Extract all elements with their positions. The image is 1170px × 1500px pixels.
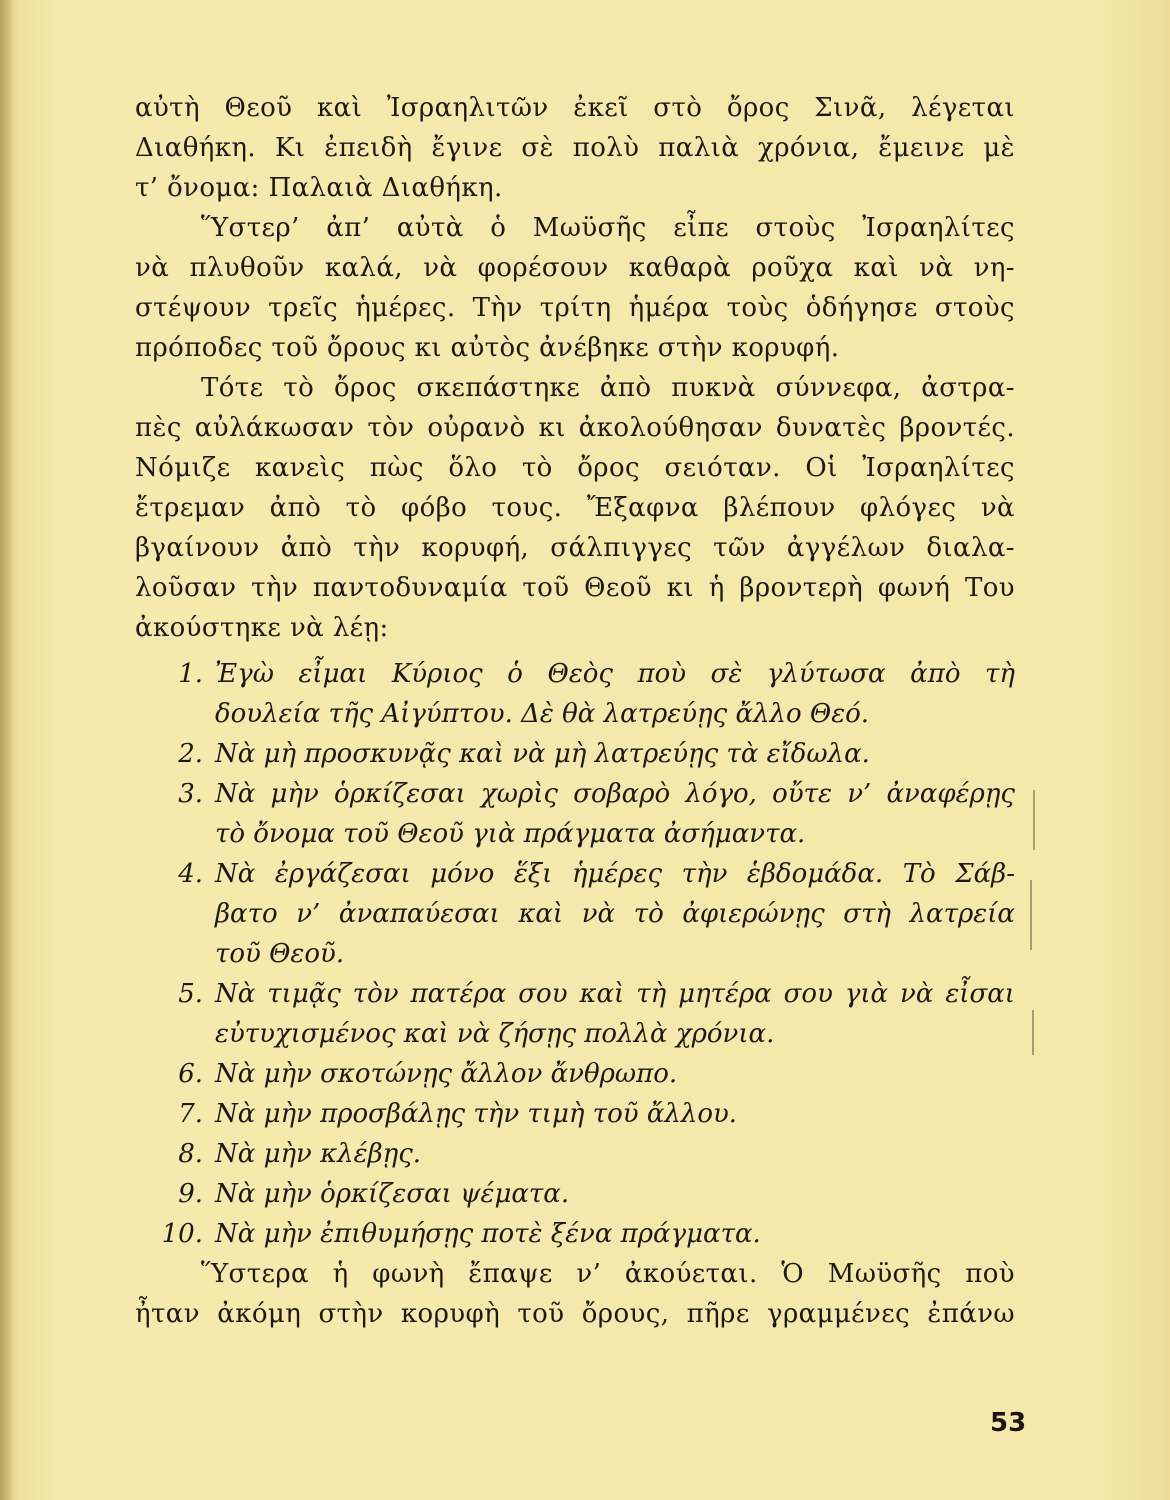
commandment-line (135, 814, 1015, 854)
commandment-number: 1. (178, 659, 203, 689)
text-line: βγαίνουν ἀπὸ τὴν κορυφή, σάλπιγγες τῶν ἀγγέλων διαλα- (135, 533, 1015, 563)
commandment-line (135, 774, 1015, 814)
commandment-line (135, 1094, 1015, 1134)
page-gutter-shadow (0, 0, 14, 1500)
commandment-text: τοῦ Θεοῦ. (215, 939, 345, 969)
commandment-line (135, 694, 1015, 734)
text-line: Νόμιζε κανεὶς πὼς ὅλο τὸ ὄρος σειόταν. Οἱ Ἰσραηλίτες (135, 453, 1015, 483)
text-line: στέψουν τρεῖς ἡμέρες. Τὴν τρίτη ἡμέρα τοὺς ὁδήγησε στοὺς (135, 293, 1015, 323)
paragraph-4 (135, 1254, 1015, 1334)
paragraph-1 (135, 88, 1015, 208)
text-line: Ὕστερα ἡ φωνὴ ἔπαψε ν’ ἀκούεται. Ὁ Μωϋσῆς ποὺ (201, 1259, 1015, 1289)
text-line: νὰ πλυθοῦν καλά, νὰ φορέσουν καθαρὰ ροῦχα καὶ νὰ νη- (135, 253, 1015, 283)
commandment-number: 2. (178, 739, 203, 769)
text-line: πρόποδες τοῦ ὄρους κι αὐτὸς ἀνέβηκε στὴν κορυφή. (135, 333, 840, 363)
commandment-line (135, 734, 1015, 774)
commandment-number: 3. (178, 779, 203, 809)
text-line: αὐτὴ Θεοῦ καὶ Ἰσραηλιτῶν ἐκεῖ στὸ ὄρος Σινᾶ, λέγεται (135, 93, 1015, 123)
text-line: Τότε τὸ ὄρος σκεπάστηκε ἀπὸ πυκνὰ σύννεφα, ἀστρα- (201, 373, 1015, 403)
commandment-line (135, 1054, 1015, 1094)
commandment-text: δουλεία τῆς Αἰγύπτου. Δὲ θὰ λατρεύῃς ἄλλο Θεό. (215, 699, 870, 729)
commandment-number: 8. (178, 1139, 203, 1169)
commandments-list (135, 654, 1015, 1254)
commandment-line (135, 1214, 1015, 1254)
commandment-number: 9. (178, 1179, 203, 1209)
commandment-text: Νὰ τιμᾷς τὸν πατέρα σου καὶ τὴ μητέρα σου γιὰ νὰ εἶσαι (215, 979, 1015, 1009)
commandment-line (135, 1174, 1015, 1214)
commandment-number: 6. (178, 1059, 203, 1089)
margin-rule (1030, 880, 1032, 950)
text-line: πὲς αὐλάκωσαν τὸν οὐρανὸ κι ἀκολούθησαν δυνατὲς βροντές. (135, 413, 1015, 443)
commandment-number: 5. (178, 979, 203, 1009)
page-text (135, 88, 1015, 1334)
commandment-text: Νὰ μὴν σκοτώνῃς ἄλλον ἄνθρωπο. (215, 1059, 678, 1089)
text-line: ἔτρεμαν ἀπὸ τὸ φόβο τους. Ἔξαφνα βλέπουν φλόγες νὰ (135, 493, 1015, 523)
commandment-text: Νὰ ἐργάζεσαι μόνο ἕξι ἡμέρες τὴν ἑβδομάδα. Τὸ Σάβ- (215, 859, 1015, 889)
commandment-line (135, 654, 1015, 694)
commandment-text: Ἐγὼ εἶμαι Κύριος ὁ Θεὸς ποὺ σὲ γλύτωσα ἀπὸ τὴ (215, 659, 1015, 689)
commandment-number: 4. (178, 859, 203, 889)
paragraph-3 (135, 368, 1015, 648)
text-line: λοῦσαν τὴν παντοδυναμία τοῦ Θεοῦ κι ἡ βροντερὴ φωνή Του (135, 573, 1015, 603)
text-line: ἦταν ἀκόμη στὴν κορυφὴ τοῦ ὄρους, πῆρε γραμμένες ἐπάνω (135, 1299, 1015, 1329)
commandment-line (135, 974, 1015, 1014)
commandment-text: Νὰ μὴν κλέβῃς. (215, 1139, 422, 1169)
commandment-line (135, 854, 1015, 894)
margin-rule (1032, 1010, 1034, 1055)
text-line: ἀκούστηκε νὰ λέῃ: (135, 613, 389, 643)
commandment-line (135, 1014, 1015, 1054)
commandment-line (135, 1134, 1015, 1174)
text-line: τ’ ὄνομα: Παλαιὰ Διαθήκη. (135, 173, 503, 203)
commandment-text: Νὰ μὴ προσκυνᾷς καὶ νὰ μὴ λατρεύῃς τὰ εἴδωλα. (215, 739, 870, 769)
commandment-text: Νὰ μὴν ὁρκίζεσαι ψέματα. (215, 1179, 570, 1209)
text-line: Ὕστερ’ ἀπ’ αὐτὰ ὁ Μωϋσῆς εἶπε στοὺς Ἰσραηλίτες (201, 213, 1015, 243)
commandment-text: Νὰ μὴν ἐπιθυμήσῃς ποτὲ ξένα πράγματα. (215, 1219, 761, 1249)
commandment-text: εὐτυχισμένος καὶ νὰ ζήσῃς πολλὰ χρόνια. (215, 1019, 775, 1049)
commandment-line (135, 894, 1015, 934)
commandment-text: τὸ ὄνομα τοῦ Θεοῦ γιὰ πράγματα ἀσήμαντα. (215, 819, 806, 849)
commandment-line (135, 934, 1015, 974)
commandment-number: 7. (178, 1099, 203, 1129)
commandment-text: Νὰ μὴν προσβάλῃς τὴν τιμὴ τοῦ ἄλλου. (215, 1099, 738, 1129)
text-line: Διαθήκη. Κι ἐπειδὴ ἔγινε σὲ πολὺ παλιὰ χρόνια, ἔμεινε μὲ (135, 133, 1015, 163)
margin-rule (1033, 790, 1035, 850)
commandment-text: Νὰ μὴν ὁρκίζεσαι χωρὶς σοβαρὸ λόγο, οὔτε ν’ ἀναφέρῃς (215, 779, 1015, 809)
commandment-text: βατο ν’ ἀναπαύεσαι καὶ νὰ τὸ ἀφιερώνῃς στὴ λατρεία (215, 899, 1015, 929)
commandment-number: 10. (161, 1219, 203, 1249)
paragraph-2 (135, 208, 1015, 368)
page-number: 53 (990, 1408, 1027, 1438)
